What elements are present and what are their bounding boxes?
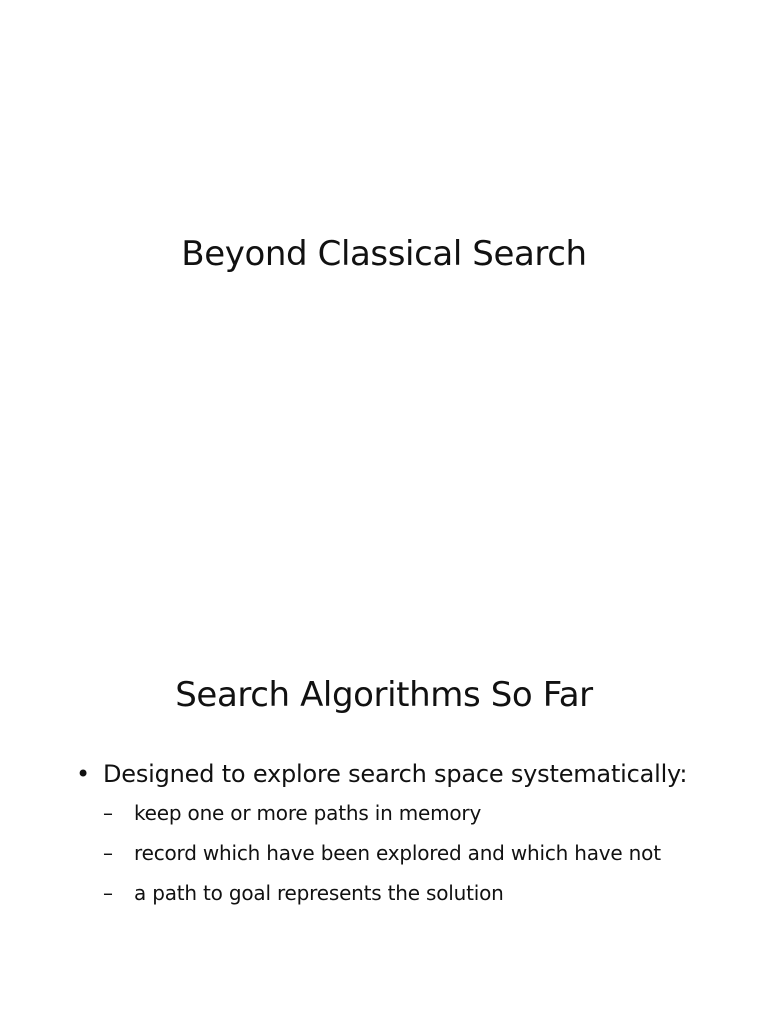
- bullet-dot-icon: •: [76, 760, 90, 788]
- sub-bullet-item: [103, 798, 716, 829]
- slide-title-heading: Beyond Classical Search: [181, 234, 587, 274]
- slide-heading: Search Algorithms So Far: [175, 675, 593, 715]
- sub-bullet-item: [103, 838, 716, 869]
- sub-bullet-item: [103, 878, 716, 909]
- bullet-list: [76, 756, 716, 918]
- sub-bullet-text: record which have been explored and which have not: [134, 841, 661, 865]
- dash-icon: –: [103, 841, 113, 865]
- sub-bullet-text: a path to goal represents the solution: [134, 881, 504, 905]
- dash-icon: –: [103, 881, 113, 905]
- sub-bullet-text: keep one or more paths in memory: [134, 801, 482, 825]
- sub-bullet-list: [76, 798, 716, 909]
- slide-content: [0, 512, 768, 1024]
- dash-icon: –: [103, 801, 113, 825]
- bullet-text: Designed to explore search space systematically:: [103, 760, 688, 788]
- bullet-item: [76, 756, 716, 792]
